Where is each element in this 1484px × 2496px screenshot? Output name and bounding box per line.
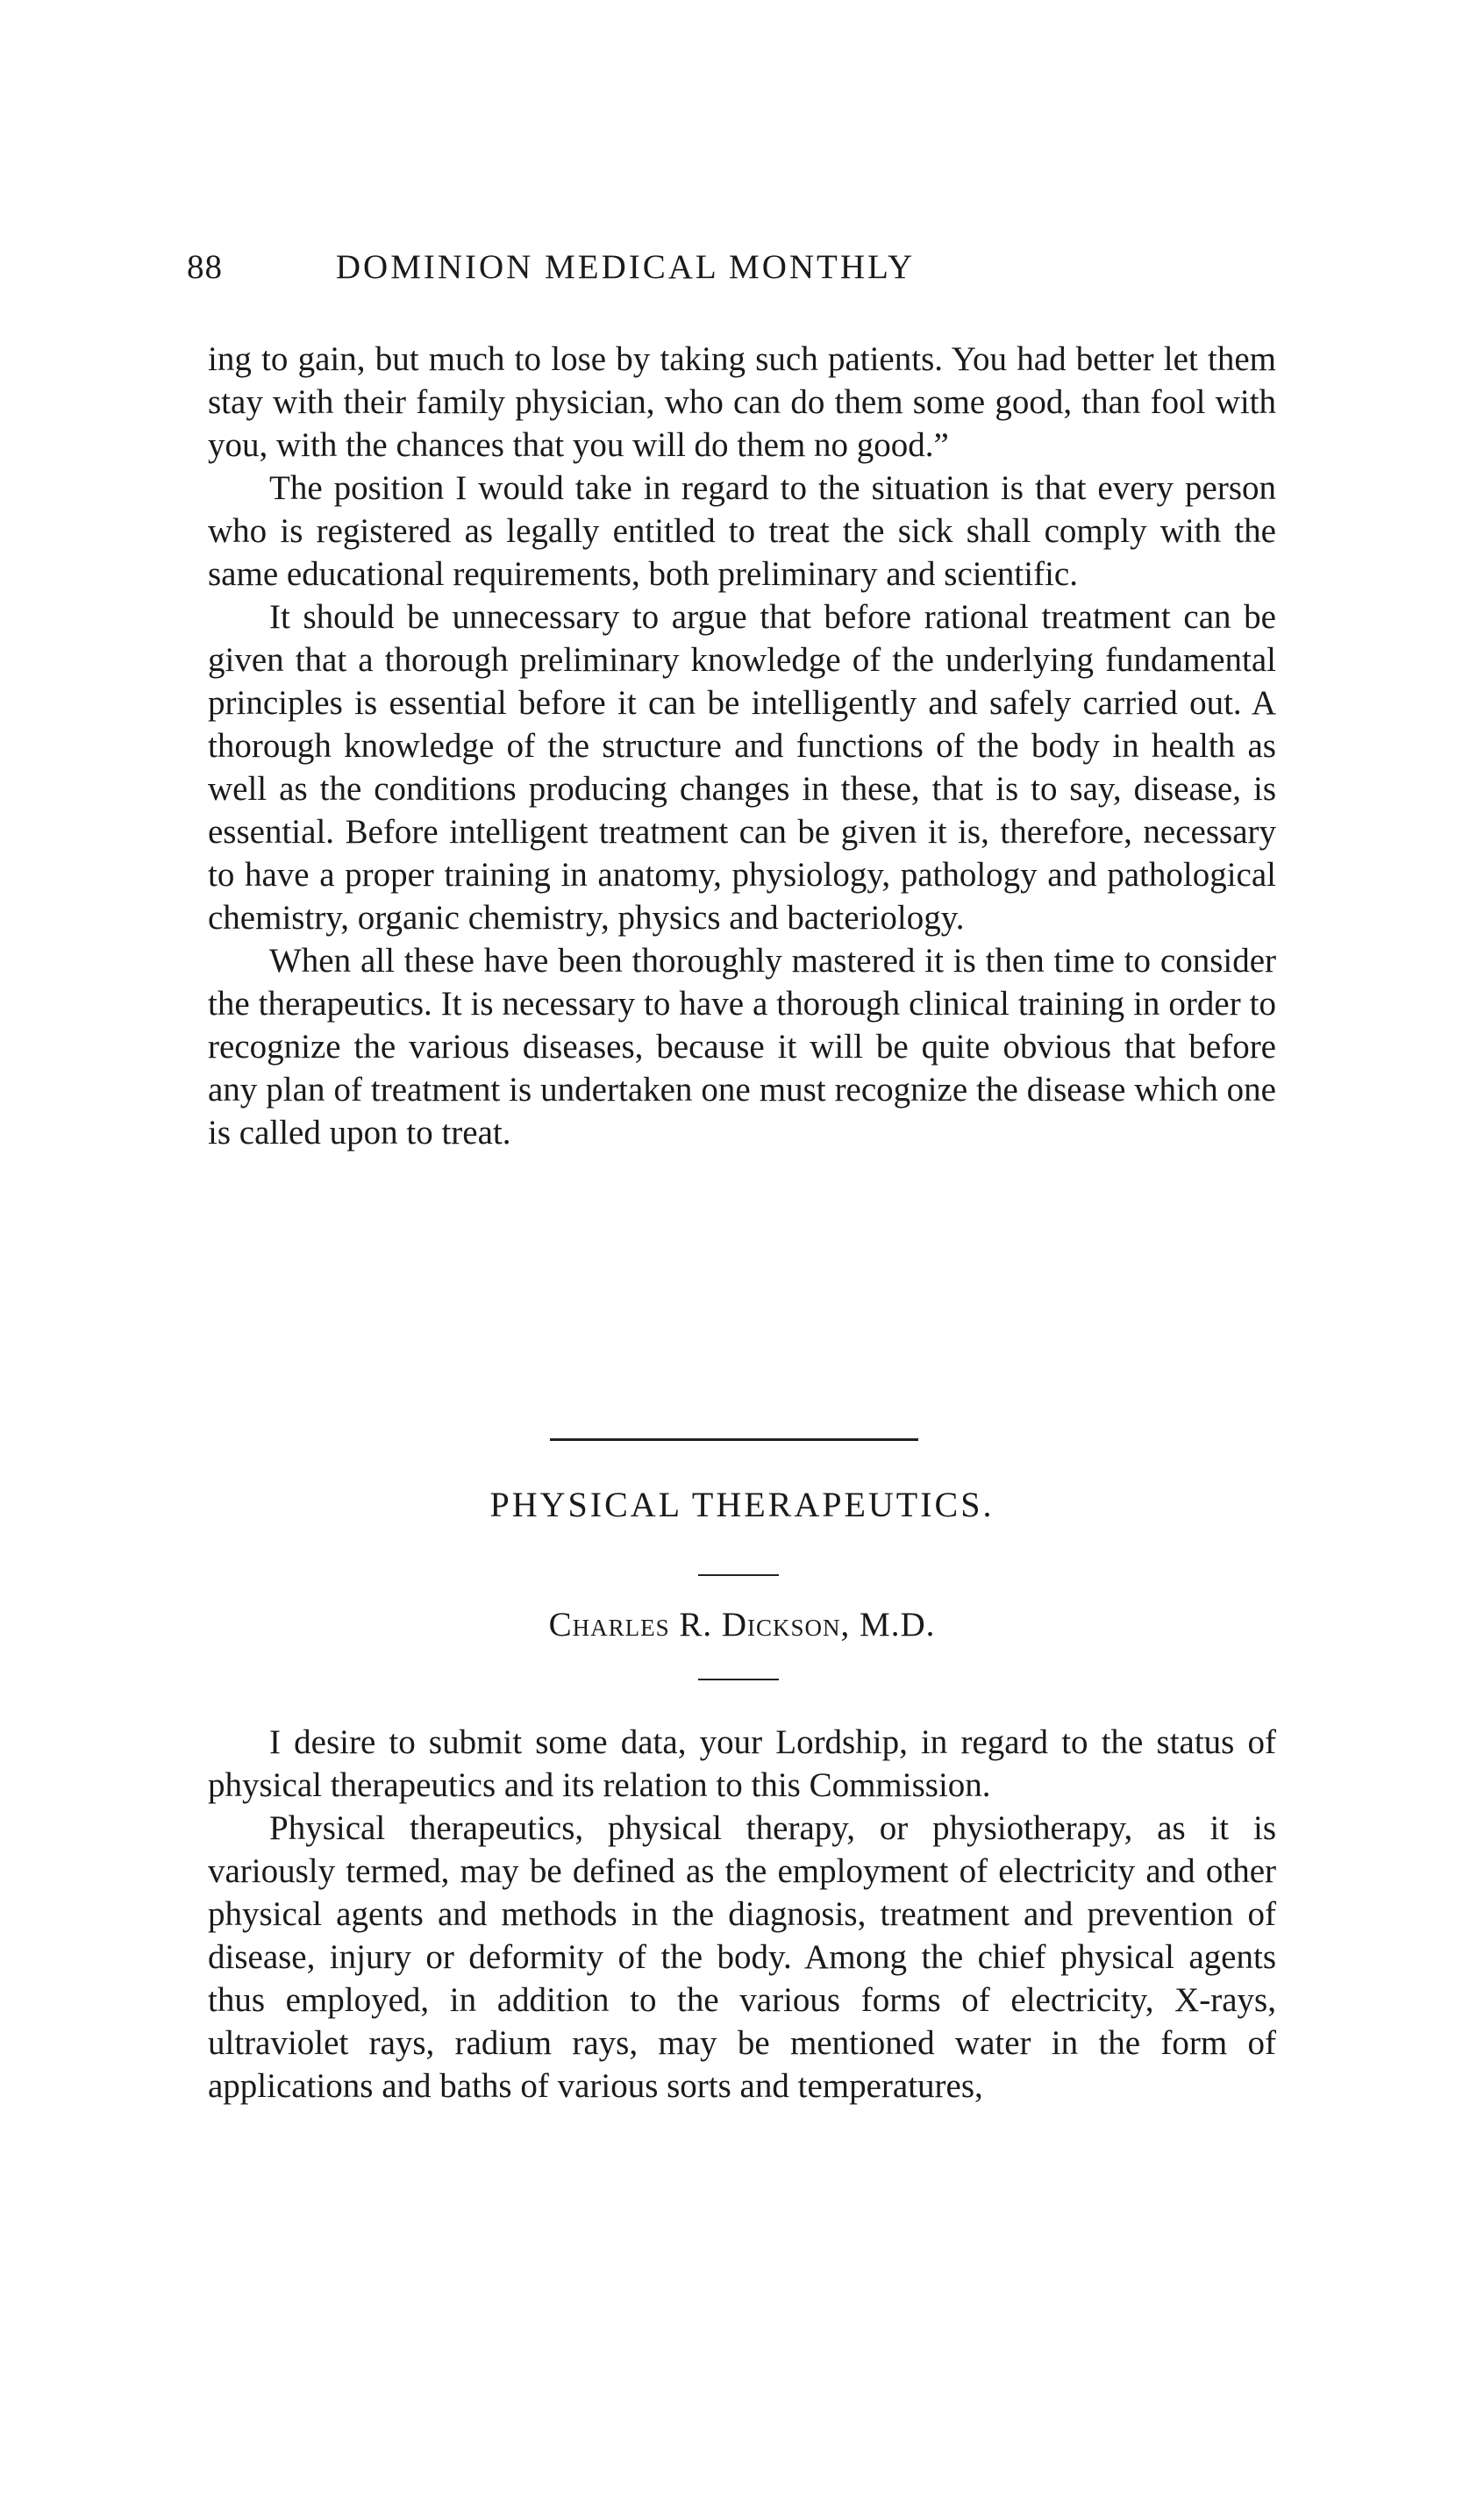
paragraph: When all these have been thoroughly mastered it is then time to consider the therapeutics. It is necessary to have a thorough clinical training in order to recognize the various diseases, because it will be quite obvious that before any plan of treatment is undertaken one must recognize the disease which one is called upon to treat. (208, 942, 1276, 1152)
page-number: 88 (187, 248, 223, 286)
author-rule (698, 1679, 779, 1680)
paragraph: The position I would take in regard to the situation is that every person who is registered as legally entitled to treat the sick shall comply with the same educational requirements, both preliminary and scientific. (208, 469, 1276, 593)
paragraph: Physical therapeutics, physical therapy, or physiotherapy, as it is variously termed, may be defined as the employment of electricity and other physical agents and methods in the diagnosis, treatment and prevention of disease, injury or deformity of the body. Among the chief physical agents thus employed, in addition to the various forms of electricity, X-rays, ultraviolet rays, radium rays, may be mentioned water in the form of applications and baths of various sorts and temperatures, (208, 1809, 1276, 2105)
article-body-text (208, 1721, 1276, 2107)
article-author: Charles R. Dickson, M.D. (548, 1606, 936, 1644)
paragraph: ing to gain, but much to lose by taking such patients. You had better let them stay with their family physician, who can do them some good, than fool with you, with the chances that you will do them no good.” (208, 340, 1276, 464)
title-rule (698, 1574, 779, 1576)
continued-article-text (208, 338, 1276, 1154)
paragraph: I desire to submit some data, your Lordship, in regard to the status of physical therapeutics and its relation to this Commission. (208, 1723, 1276, 1804)
paragraph: It should be unnecessary to argue that before rational treatment can be given that a thorough preliminary knowledge of the underlying fundamental principles is essential before it can be intelligently and safely carried out. A thorough knowledge of the structure and functions of the body in health as well as the conditions producing changes in these, that is to say, disease, is essential. Before intelligent treatment can be given it is, therefore, necessary to have a proper training in anatomy, physiology, pathology and pathological chemistry, organic chemistry, physics and bacteriology. (208, 598, 1276, 937)
section-divider (550, 1438, 918, 1441)
page-header (187, 247, 1064, 300)
running-title: DOMINION MEDICAL MONTHLY (335, 248, 916, 286)
article-title: PHYSICAL THERAPEUTICS. (489, 1485, 995, 1524)
